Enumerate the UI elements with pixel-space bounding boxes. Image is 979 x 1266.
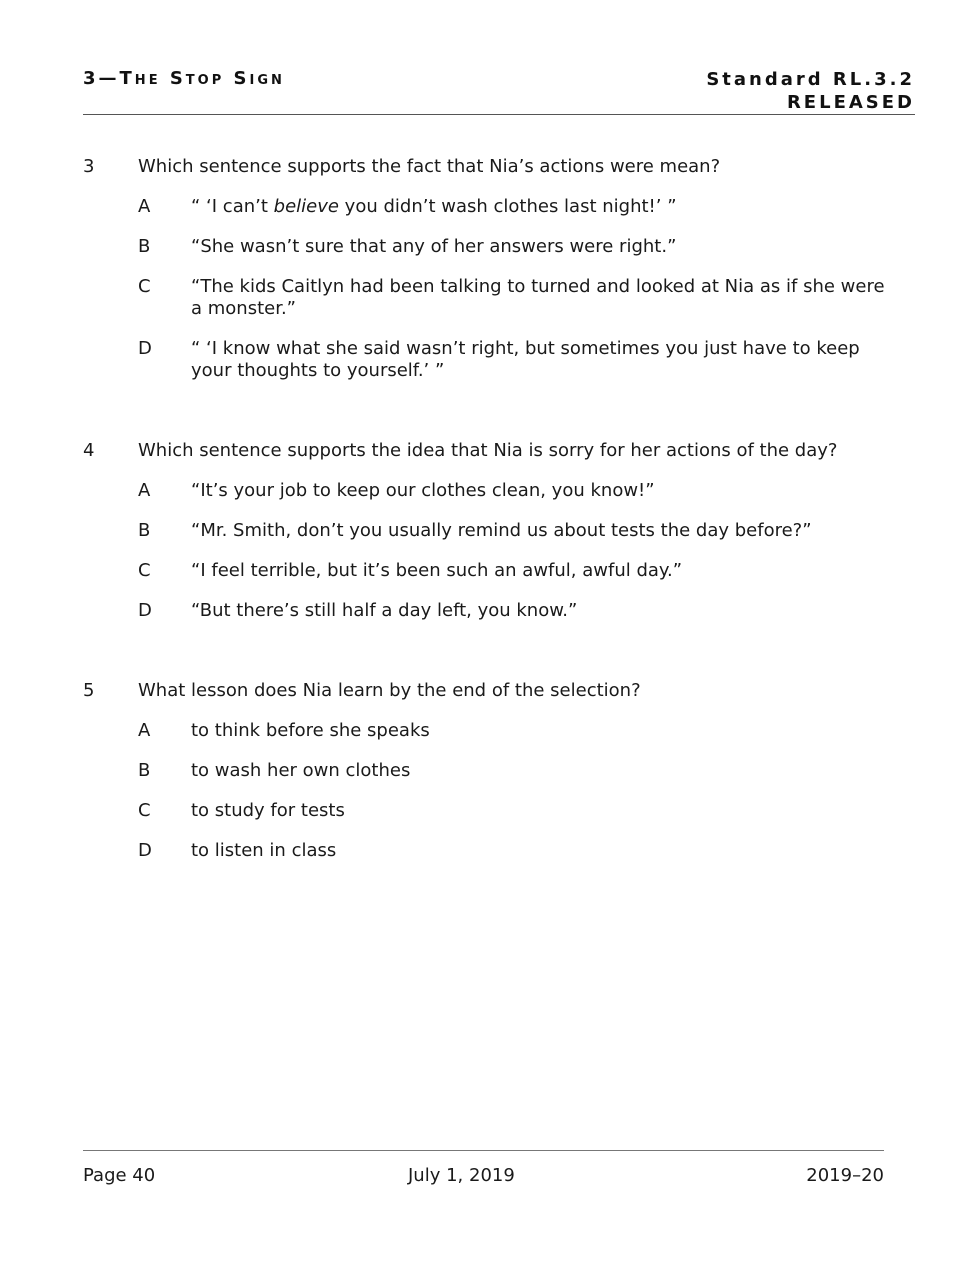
choice-text-emphasis: believe — [273, 196, 339, 217]
choice-b[interactable] — [138, 236, 903, 258]
choice-text-part: you didn’t wash clothes last night!’ ” — [338, 196, 677, 217]
page-header — [83, 68, 915, 115]
choice-text: “The kids Caitlyn had been talking to turned and looked at Nia as if she were a monster.” — [191, 276, 885, 319]
choice-c[interactable] — [138, 800, 903, 822]
passage-name: The Stop Sign — [119, 68, 285, 89]
choice-b[interactable] — [138, 760, 903, 782]
question-text: Which sentence supports the idea that Nia is sorry for her actions of the day? — [138, 440, 838, 461]
standard-block — [706, 68, 915, 114]
choice-letter: B — [138, 760, 151, 781]
choice-letter: D — [138, 840, 152, 861]
question-text: What lesson does Nia learn by the end of the selection? — [138, 680, 641, 701]
choice-text: to think before she speaks — [191, 720, 430, 741]
question-number: 3 — [83, 156, 95, 177]
choice-a[interactable] — [138, 480, 903, 502]
choice-text: “Mr. Smith, don’t you usually remind us about tests the day before?” — [191, 520, 812, 541]
choice-a[interactable] — [138, 196, 903, 218]
footer-date: July 1, 2019 — [408, 1165, 515, 1186]
choice-letter: D — [138, 600, 152, 621]
passage-title — [83, 68, 285, 89]
choice-text — [191, 196, 901, 218]
choice-d[interactable] — [138, 840, 903, 862]
choice-c[interactable] — [138, 560, 903, 582]
question-number: 5 — [83, 680, 95, 701]
choice-c[interactable] — [138, 276, 903, 320]
question-3 — [83, 156, 903, 382]
question-stem — [83, 680, 903, 702]
choice-letter: B — [138, 236, 151, 257]
choice-d[interactable] — [138, 338, 903, 382]
choice-text: “But there’s still half a day left, you know.” — [191, 600, 578, 621]
question-5 — [83, 680, 903, 862]
choice-letter: C — [138, 276, 151, 297]
school-year: 2019–20 — [806, 1165, 884, 1186]
standard-label: Standard RL.3.2 — [706, 69, 915, 90]
choice-b[interactable] — [138, 520, 903, 542]
page-footer — [83, 1150, 884, 1186]
choice-text-part: “ ‘I can’t — [191, 196, 274, 217]
question-stem — [83, 156, 903, 178]
choice-letter: D — [138, 338, 152, 359]
page-number: Page 40 — [83, 1165, 156, 1186]
question-text: Which sentence supports the fact that Nia’s actions were mean? — [138, 156, 721, 177]
choice-letter: C — [138, 560, 151, 581]
choice-letter: A — [138, 480, 151, 501]
question-stem — [83, 440, 903, 462]
question-number: 4 — [83, 440, 95, 461]
released-label: RELEASED — [786, 92, 915, 113]
choice-letter: B — [138, 520, 151, 541]
choice-d[interactable] — [138, 600, 903, 622]
choice-text: “ ‘I know what she said wasn’t right, but sometimes you just have to keep your thoughts to yourself.’ ” — [191, 338, 860, 381]
question-4 — [83, 440, 903, 622]
choice-letter: A — [138, 196, 151, 217]
choice-text: “It’s your job to keep our clothes clean, you know!” — [191, 480, 655, 501]
choice-text: “She wasn’t sure that any of her answers were right.” — [191, 236, 677, 257]
choice-a[interactable] — [138, 720, 903, 742]
passage-number: 3— — [83, 68, 120, 89]
choice-text: to wash her own clothes — [191, 760, 411, 781]
choice-letter: C — [138, 800, 151, 821]
choice-text: “I feel terrible, but it’s been such an awful, awful day.” — [191, 560, 683, 581]
choice-text: to listen in class — [191, 840, 337, 861]
choice-text: to study for tests — [191, 800, 345, 821]
choice-letter: A — [138, 720, 151, 741]
